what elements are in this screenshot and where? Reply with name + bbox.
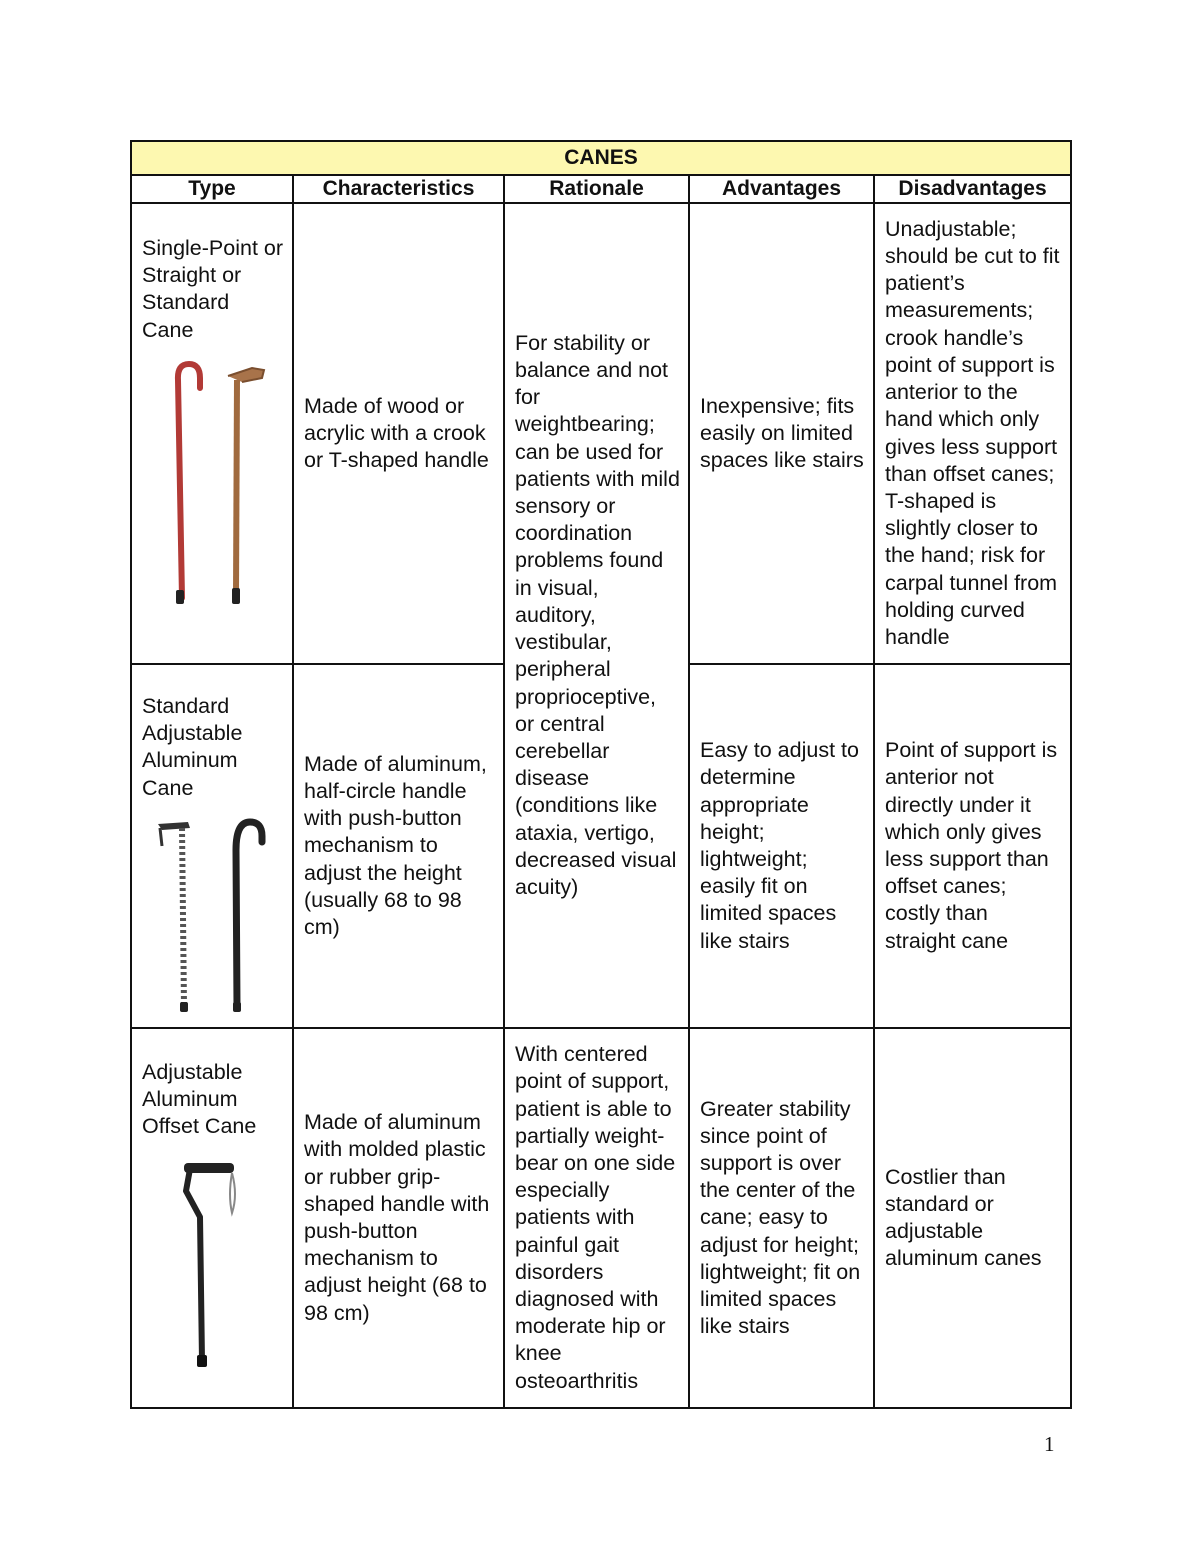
page-number: 1 [1044, 1432, 1055, 1456]
offset-cane-icon [142, 1155, 282, 1375]
disadvantages-cell: Costlier than standard or adjustable aluminum canes [874, 1028, 1071, 1408]
table-row [131, 203, 1071, 664]
characteristics-cell: Made of aluminum with molded plastic or rubber grip-shaped handle with push-button mechanism to adjust height (68 to 98 cm) [293, 1028, 504, 1408]
type-label: Adjustable Aluminum Offset Cane [142, 1060, 257, 1139]
rationale-cell: For stability or balance and not for weightbearing; can be used for patients with mild sensory or coordination problems found in visual, auditory, vestibular, peripheral proprioceptive, or central cerebellar disease (conditions like ataxia, vertigo, decreased visual acuity) [504, 203, 689, 1028]
disadvantages-cell: Unadjustable; should be cut to fit patient’s measurements; crook handle’s point of support is anterior to the hand which only gives less support than offset canes; T-shaped is slightly closer to the hand; risk for carpal tunnel from holding curved handle [874, 203, 1071, 664]
type-label: Single-Point or Straight or Standard Cane [142, 236, 284, 342]
adjustable-aluminum-canes-icon [142, 816, 282, 1016]
rationale-cell: With centered point of support, patient is able to partially weight-bear on one side especially patients with painful gait disorders diagnosed with moderate hip or knee osteoarthritis [504, 1028, 689, 1408]
header-disadvantages: Disadvantages [874, 175, 1071, 203]
advantages-cell: Greater stability since point of support is over the center of the cane; easy to adjust for height; lightweight; fit on limited spaces like stairs [689, 1028, 874, 1408]
canes-table [130, 140, 1072, 1409]
crook-cane-and-t-handle-cane-icon [142, 358, 282, 608]
advantages-cell: Inexpensive; fits easily on limited spaces like stairs [689, 203, 874, 664]
characteristics-cell: Made of aluminum, half-circle handle with push-button mechanism to adjust the height (usually 68 to 98 cm) [293, 664, 504, 1028]
header-characteristics: Characteristics [293, 175, 504, 203]
type-cell [131, 664, 293, 1028]
header-advantages: Advantages [689, 175, 874, 203]
characteristics-cell: Made of wood or acrylic with a crook or T-shaped handle [293, 203, 504, 664]
header-rationale: Rationale [504, 175, 689, 203]
disadvantages-cell: Point of support is anterior not directly under it which only gives less support than offset canes; costly than straight cane [874, 664, 1071, 1028]
type-cell [131, 1028, 293, 1408]
table-title: CANES [131, 141, 1071, 175]
table-row [131, 1028, 1071, 1408]
header-type: Type [131, 175, 293, 203]
type-cell [131, 203, 293, 664]
type-label: Standard Adjustable Aluminum Cane [142, 694, 243, 800]
advantages-cell: Easy to adjust to determine appropriate height; lightweight; easily fit on limited spaces like stairs [689, 664, 874, 1028]
